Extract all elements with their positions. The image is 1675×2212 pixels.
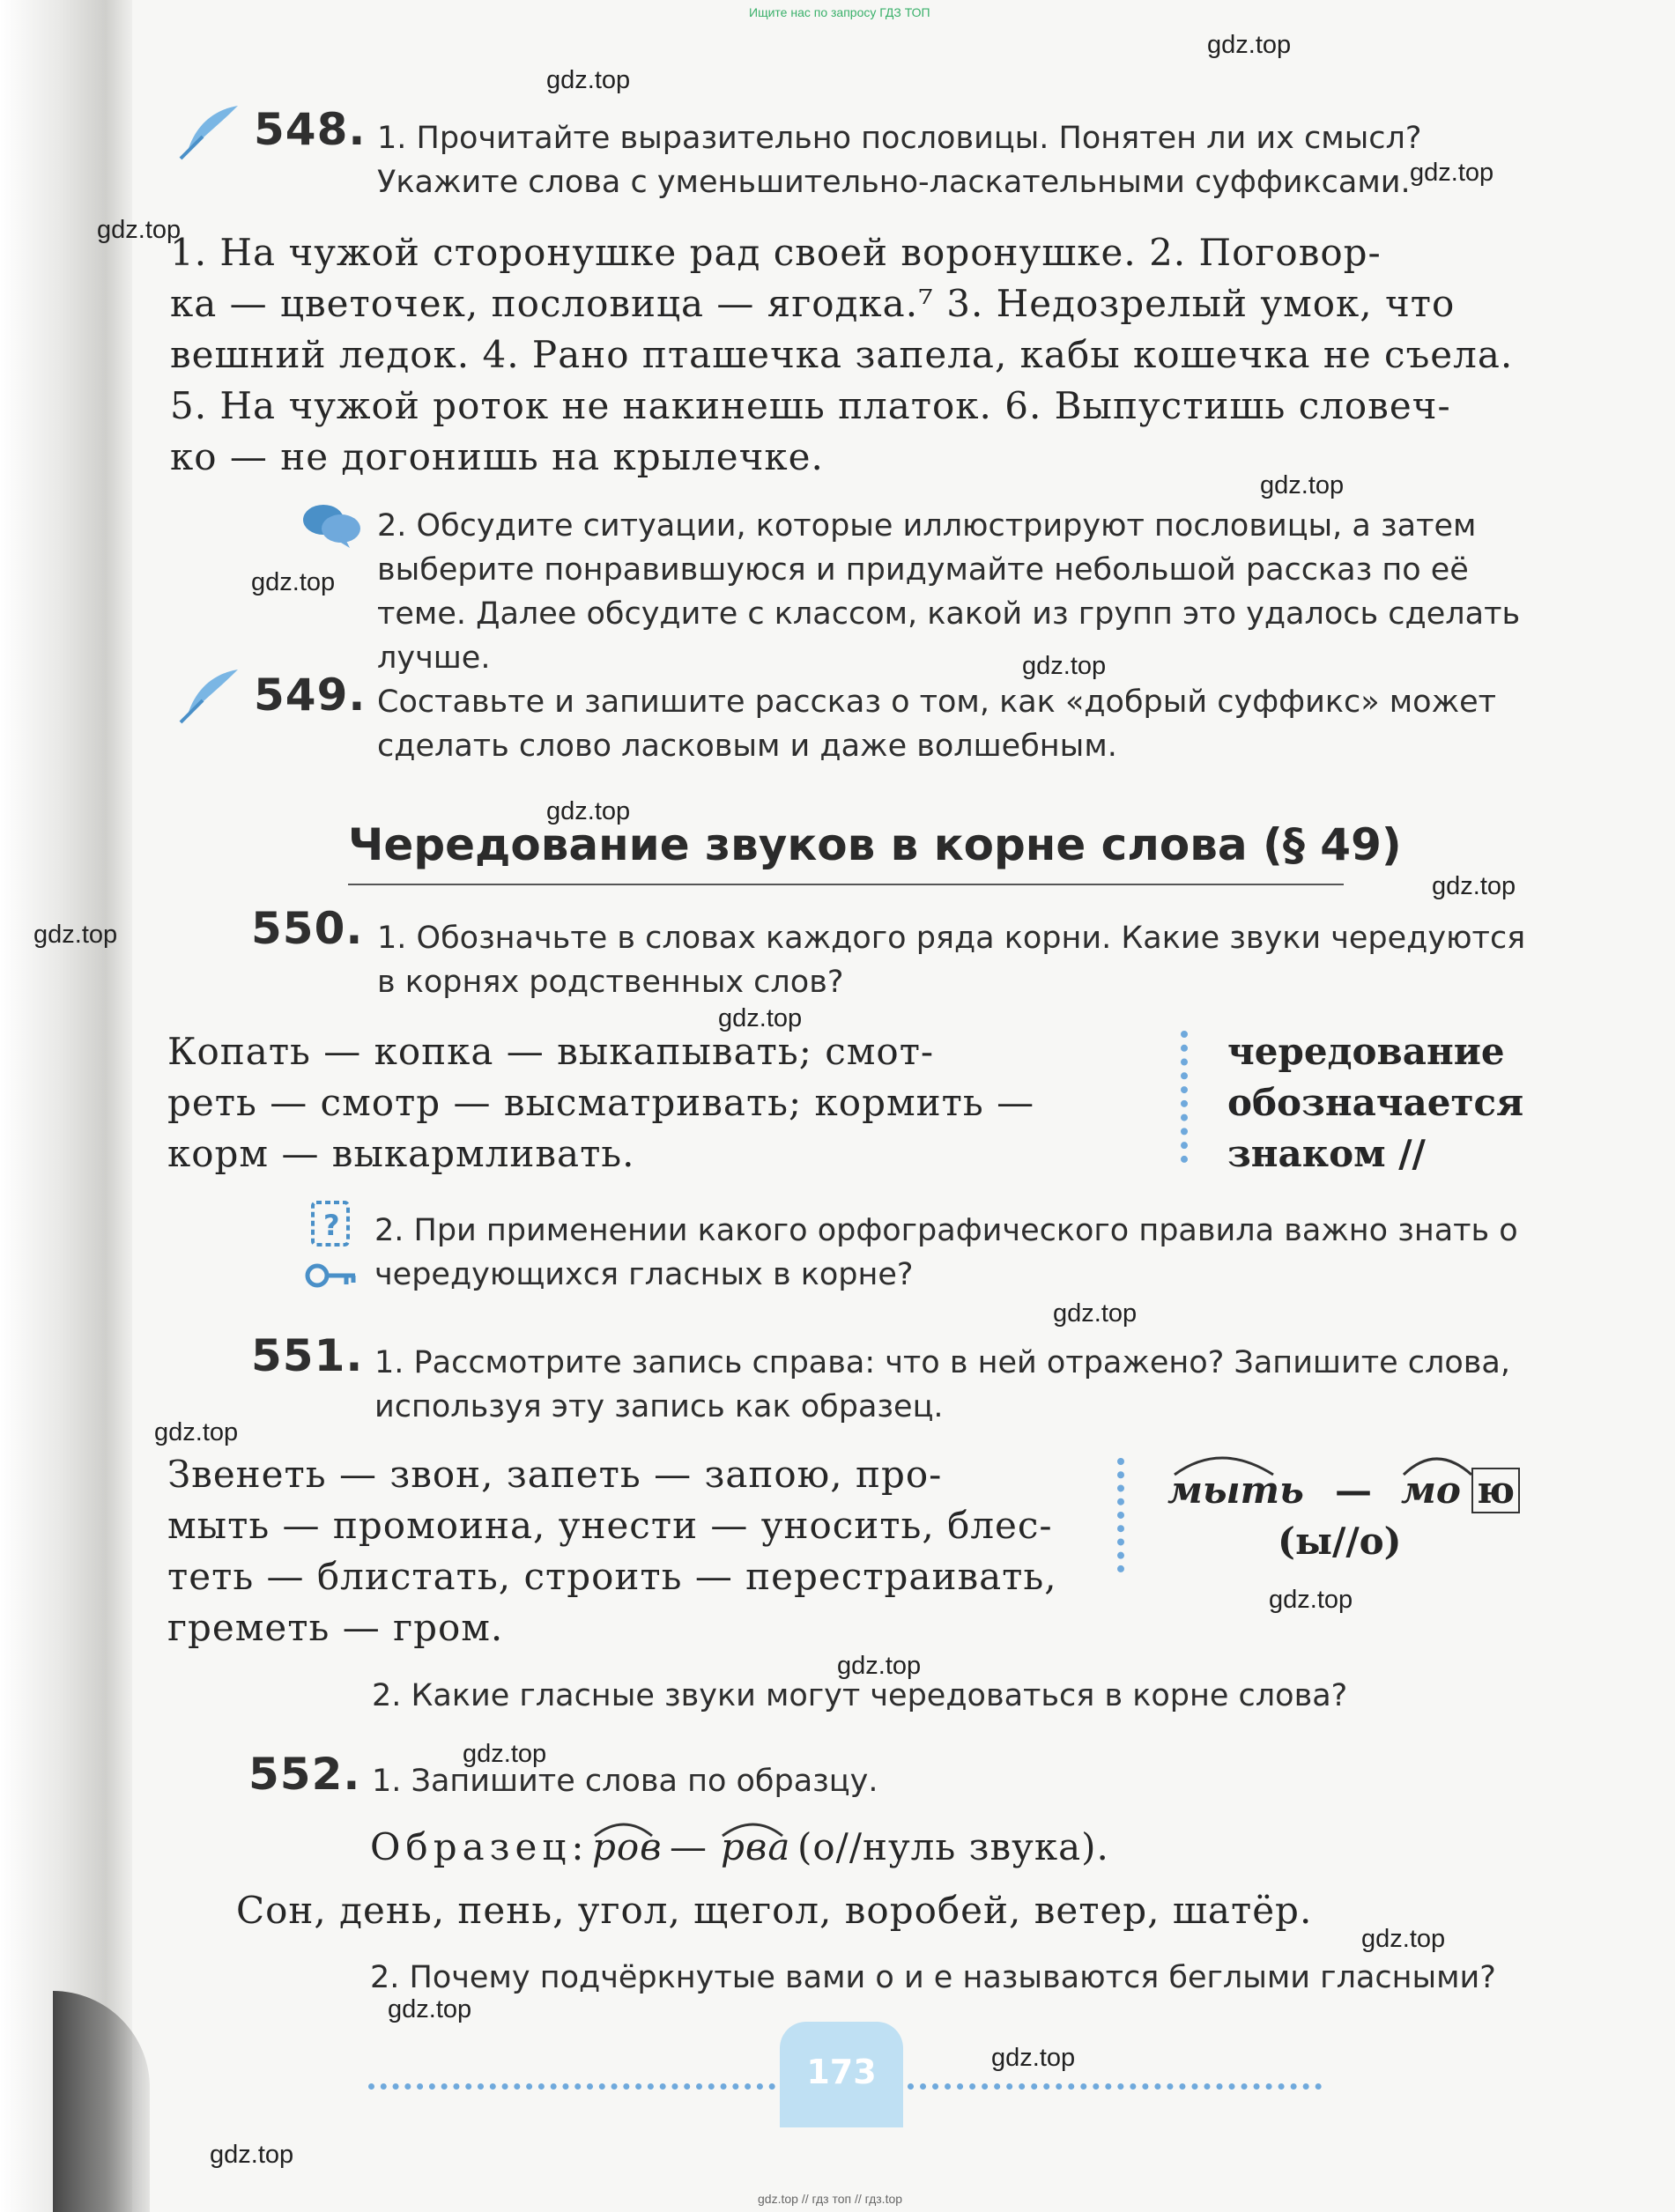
exercise-task: 2. Обсудите ситуации, которые иллюстрируют пословицы, а затем выберите понравившуюся и придумайте небольшой рассказ по её теме. Далее обсудите с классом, какой из групп это удалось сделать лучше. [377,508,1521,676]
word-row: Звенеть — звон, запеть — запою, про- [167,1453,943,1496]
sample-dash: — [1335,1469,1372,1512]
word-row: Копать — копка — выкапывать; смот- [167,1030,935,1073]
watermark: gdz.top [154,1418,239,1446]
watermark: gdz.top [251,568,336,596]
watermark: gdz.top [1207,31,1292,59]
watermark: gdz.top [33,921,118,949]
word-row: греметь — гром. [167,1606,504,1649]
watermark: gdz.top [210,2141,294,2169]
dotted-divider [1181,1031,1188,1163]
sample-word: мо [1401,1469,1461,1512]
watermark: gdz.top [837,1652,922,1680]
watermark: gdz.top [463,1740,547,1768]
exercise-task: 2. Почему подчёркнутые вами о и е называются беглыми гласными? [370,1960,1496,1995]
sample-note: (о//нуль звука). [797,1825,1109,1868]
sample-dash: — [670,1825,708,1868]
sample-word: ров [592,1825,663,1868]
watermark: gdz.top [1260,471,1345,499]
proverb-line: ко — не догонишь на крылечке. [170,435,824,478]
footer-dotted-line [908,2083,1322,2090]
exercise-task: 1. Запишите слова по образцу. [372,1764,878,1799]
side-note: знаком // [1227,1132,1426,1175]
alternation-note: (ы//о) [1278,1520,1402,1563]
word-row: мыть — промоина, унести — уносить, блес- [167,1504,1053,1547]
watermark: gdz.top [1269,1586,1353,1614]
sample-word: рва [721,1825,791,1868]
exercise-number: 549. [254,670,367,721]
svg-text:?: ? [323,1209,340,1242]
word-row: Сон, день, пень, угол, щегол, воробей, ветер, шатёр. [236,1889,1313,1932]
word-row: теть — блистать, строить — перестраивать, [167,1555,1057,1598]
watermark: gdz.top [991,2044,1076,2072]
page-corner-shadow [53,1991,150,2212]
section-title: Чередование звуков в корне слова (§ 49) [348,819,1402,870]
exercise-number: 548. [254,104,367,155]
watermark: gdz.top [1432,872,1516,900]
sample-word: мыть [1167,1469,1304,1512]
watermark: gdz.top [1053,1299,1138,1328]
side-note: чередование [1227,1030,1505,1073]
exercise-task: Составьте и запишите рассказ о том, как «добрый суффикс» может сделать слово ласковым и даже волшебным. [377,684,1497,764]
proverb-line: 1. На чужой сторонушке рад своей воронушке. 2. Поговор- [170,231,1382,274]
watermark: gdz.top [546,797,631,825]
exercise-task: 2. Какие гласные звуки могут чередоваться в корне слова? [372,1678,1348,1713]
word-row: корм — выкармливать. [167,1132,635,1175]
page-number: 173 [806,2053,877,2091]
top-search-note: Ищите нас по запросу ГДЗ ТОП [749,5,930,19]
exercise-task: 1. Прочитайте выразительно пословицы. Понятен ли их смысл? Укажите слова с уменьшительно-ласкательными суффиксами. [377,121,1422,200]
proverb-line: вешний ледок. 4. Рано пташечка запела, кабы кошечка не съела. [170,333,1514,376]
watermark: gdz.top [388,1995,472,2023]
exercise-task: 2. При применении какого орфографического правила важно знать о чередующихся гласных в корне? [374,1213,1518,1292]
exercise-number: 550. [251,903,364,954]
sample-label: Образец: [370,1825,589,1868]
watermark: gdz.top [718,1004,803,1032]
ending-box: ю [1471,1468,1520,1513]
watermark: gdz.top [97,216,182,244]
title-underline [348,884,1344,885]
exercise-number: 551. [251,1330,364,1381]
question-key-icon [304,1198,357,1295]
watermark: gdz.top [1410,159,1494,187]
watermark: gdz.top [1022,652,1107,680]
quill-pen-icon [176,665,247,727]
quill-pen-icon [176,101,247,163]
proverb-line: ка — цветочек, пословица — ягодка.⁷ 3. Недозрелый умок, что [170,282,1456,325]
book-spine-shadow [0,0,132,2212]
exercise-number: 552. [248,1749,361,1800]
exercise-task: 1. Рассмотрите запись справа: что в ней отражено? Запишите слова, используя эту запись как образец. [374,1345,1510,1424]
dotted-divider [1117,1458,1124,1572]
watermark: gdz.top [1361,1925,1446,1953]
speech-bubbles-icon [301,500,363,549]
bottom-note: gdz.top // гдз топ // гдз.top [758,2192,903,2206]
watermark: gdz.top [546,66,631,94]
exercise-task: 1. Обозначьте в словах каждого ряда корни. Какие звуки чередуются в корнях родственных слов? [377,921,1526,1000]
side-note: обозначается [1227,1081,1524,1124]
proverb-line: 5. На чужой роток не накинешь платок. 6. Выпустишь словеч- [170,384,1451,427]
footer-dotted-line [368,2083,775,2090]
word-row: реть — смотр — высматривать; кормить — [167,1081,1035,1124]
